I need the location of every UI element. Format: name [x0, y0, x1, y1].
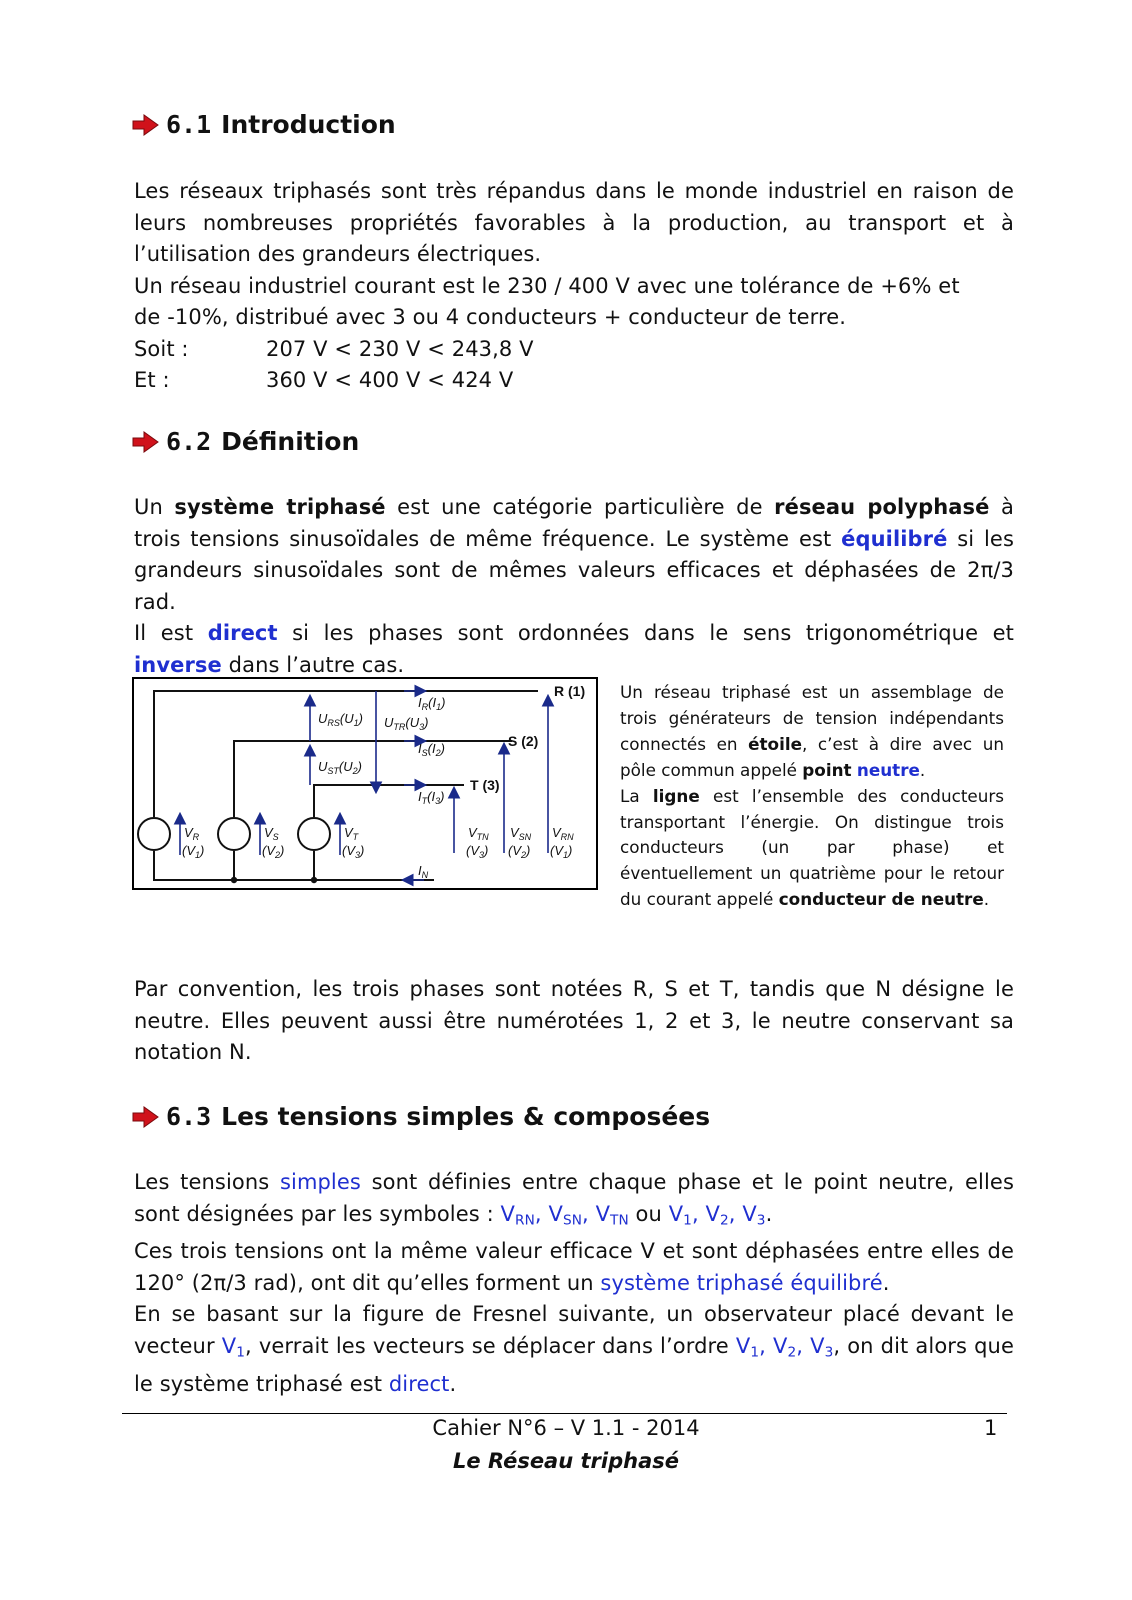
- current-label-is: $I_S(I_2)$: [418, 741, 445, 758]
- keyword-inverse: inverse: [134, 652, 222, 677]
- description-paragraph-1: Un réseau triphasé est un assemblage de trois générateurs de tension indépendants connectés en étoile, c’est à dire avec un pôle commun appelé point neutre.: [620, 682, 1005, 780]
- soit-row: Soit : 207 V < 230 V < 243,8 V: [134, 336, 534, 361]
- section-number: 6.3: [166, 1102, 212, 1131]
- definition-text: [134, 492, 1014, 681]
- definition-paragraph-1: Un système triphasé est une catégorie particulière de réseau polyphasé à trois tensions sinusoïdales de même fréquence. Le système est équilibré si les grandeurs sinusoïdales sont de mêmes valeurs efficaces et déphasées de 2π/3 rad.: [134, 495, 1015, 614]
- section-heading-definition: [132, 427, 359, 456]
- voltage-label-vs: $V_S$: [264, 825, 279, 842]
- keyword-direct-2: direct: [388, 1371, 450, 1396]
- intro-text: [134, 176, 1014, 397]
- voltage-label-v3: $(V_3)$: [342, 843, 365, 860]
- intro-voltage-line-2: de -10%, distribué avec 3 ou 4 conducteurs + conducteur de terre.: [134, 305, 847, 329]
- keyword-equilibre: équilibré: [841, 526, 948, 551]
- intro-voltage-line-1: Un réseau industriel courant est le 230 / 400 V avec une tolérance de +6% et: [134, 273, 960, 298]
- voltage-label-utr: $U_{TR}(U_3)$: [384, 715, 429, 732]
- voltage-label-vrn: $V_{RN}$: [552, 825, 574, 842]
- et-row: Et : 360 V < 400 V < 424 V: [134, 368, 514, 392]
- footer-title: Cahier N°6 – V 1.1 - 2014: [432, 1416, 700, 1440]
- current-label-ir: $I_R(I_1)$: [418, 695, 446, 712]
- tensions-paragraph-3: En se basant sur la figure de Fresnel suivante, un observateur placé devant le vecteur $V_1$, verrait les vecteurs se déplacer dans l’ordre $V_1$, $V_2$, $V_3$, on dit alors que le système triphasé est direct.: [134, 1302, 1014, 1396]
- voltage-label-vt: $V_T$: [344, 825, 359, 842]
- phase-label-t: T (3): [470, 777, 500, 793]
- current-label-in: $I_N$: [418, 863, 429, 880]
- intro-paragraph: Les réseaux triphasés sont très répandus dans le monde industriel en raison de leurs nombreuses propriétés favorables à la production, au transport et à l’utilisation des grandeurs électriques.: [134, 179, 1014, 266]
- voltage-label-urs: $U_{RS}(U_1)$: [318, 711, 363, 728]
- keyword-simples: simples: [279, 1170, 361, 1194]
- keyword-direct: direct: [207, 621, 278, 645]
- section-title: Les tensions simples & composées: [221, 1102, 711, 1131]
- voltage-label-vrn-alt: $(V_1)$: [550, 843, 573, 860]
- voltage-label-vr: $V_R$: [184, 825, 200, 842]
- voltage-label-v1: $(V_1)$: [182, 843, 205, 860]
- section-heading-introduction: [132, 110, 396, 139]
- three-phase-circuit-diagram: [132, 677, 598, 890]
- tensions-paragraph-2: Ces trois tensions ont la même valeur efficace V et sont déphasées entre elles de 120° (2π/3 rad), ont dit qu’elles forment un système triphasé équilibré.: [134, 1239, 1014, 1295]
- red-arrow-icon: [132, 114, 160, 136]
- section-number: 6.1: [166, 110, 212, 139]
- voltage-label-vtn: $V_{TN}$: [468, 825, 489, 842]
- voltage-label-ust: $U_{ST}(U_2)$: [318, 759, 362, 776]
- red-arrow-icon: [132, 431, 160, 453]
- current-label-it: $I_T(I_3)$: [418, 789, 445, 806]
- keyword-neutre: neutre: [856, 759, 920, 780]
- tensions-paragraph-1: Les tensions simples sont définies entre chaque phase et le point neutre, elles sont désignées par les symboles : $V_{RN}$, $V_{SN}$, $V_{TN}$ ou $V_1$, $V_2$, $V_3$.: [134, 1170, 1014, 1228]
- convention-text: [134, 974, 1014, 1069]
- section-title: Introduction: [221, 110, 396, 139]
- diagram-description: [620, 680, 1004, 913]
- convention-paragraph: Par convention, les trois phases sont notées R, S et T, tandis que N désigne le neutre. Elles peuvent aussi être numérotées 1, 2 et 3, le neutre conservant sa notation N.: [134, 977, 1014, 1064]
- phase-label-s: S (2): [508, 733, 539, 749]
- voltage-label-vtn-alt: $(V_3)$: [466, 843, 489, 860]
- section-number: 6.2: [166, 427, 212, 456]
- footer-subtitle: Le Réseau triphasé: [453, 1449, 679, 1473]
- section-title: Définition: [221, 427, 360, 456]
- phase-label-r: R (1): [554, 683, 586, 699]
- footer-divider: [122, 1413, 1007, 1414]
- red-arrow-icon: [132, 1106, 160, 1128]
- section-heading-tensions: [132, 1102, 710, 1131]
- keyword-systeme-equilibre: système triphasé équilibré: [600, 1270, 883, 1295]
- tensions-text: [134, 1167, 1014, 1400]
- voltage-label-v2: $(V_2)$: [262, 843, 285, 860]
- description-paragraph-2: La ligne est l’ensemble des conducteurs transportant l’énergie. On distingue trois conducteurs (un par phase) et éventuellement un quatrième pour le retour du courant appelé conducteur de neutre.: [620, 785, 1005, 910]
- definition-paragraph-2: Il est direct si les phases sont ordonnées dans le sens trigonométrique et inverse dans l’autre cas.: [134, 621, 1014, 677]
- voltage-label-vsn-alt: $(V_2)$: [508, 843, 531, 860]
- page-number: 1: [984, 1416, 998, 1440]
- voltage-label-vsn: $V_{SN}$: [510, 825, 532, 842]
